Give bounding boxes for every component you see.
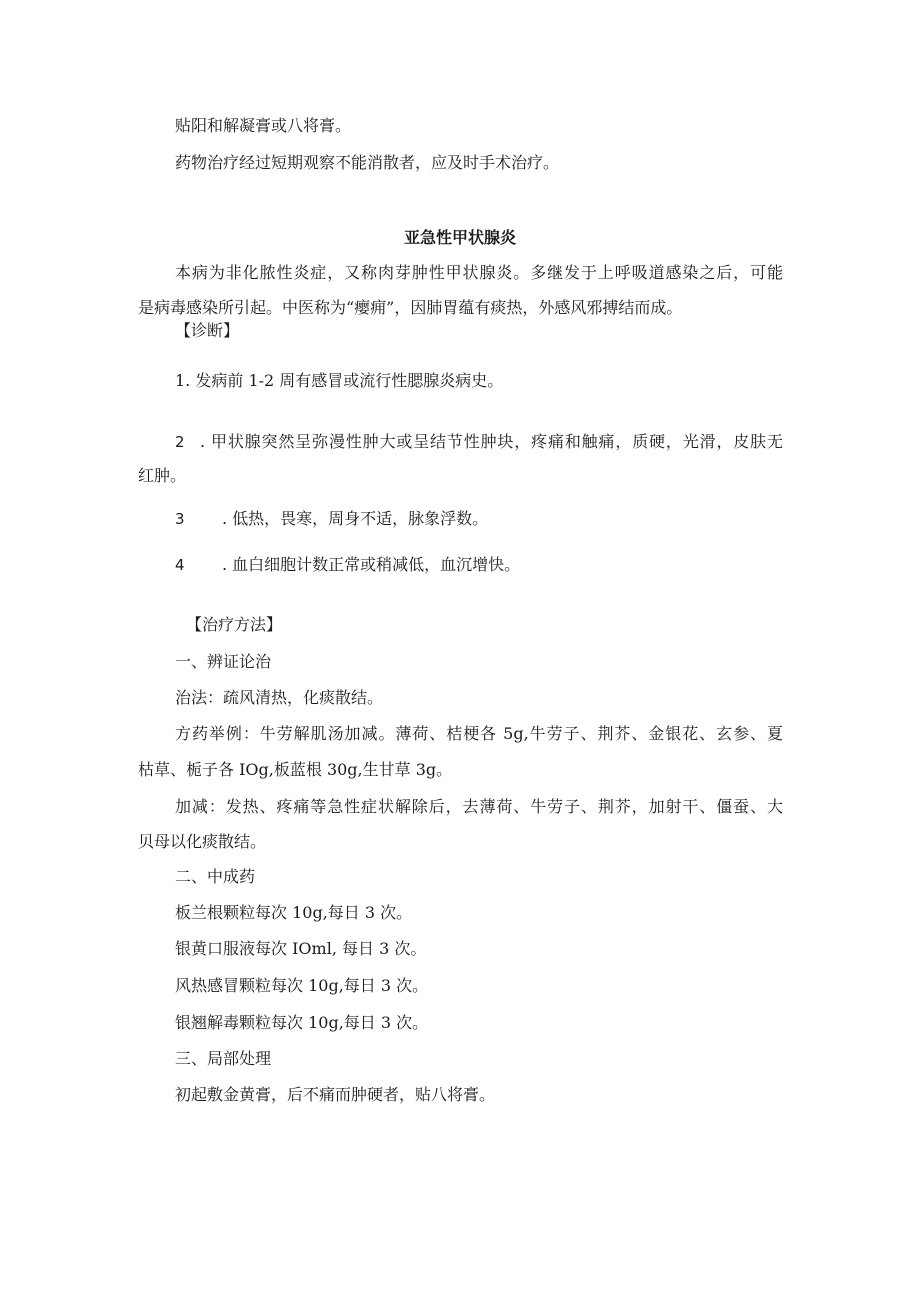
diagnosis-item-4-text: . 血白细胞计数正常或稍减低，血沉增快。 xyxy=(222,555,521,574)
intro-line-2: 是病毒感染所引起。中医称为“瘿痈”，因肺胃蕴有痰热，外感风邪搏结而成。 xyxy=(138,298,683,317)
diagnosis-item-2-line-1: . 甲状腺突然呈弥漫性肿大或呈结节性肿块，疼痛和触痛，质硬，光滑，皮肤无 xyxy=(200,432,783,451)
diagnosis-item-3-number: 3 xyxy=(175,510,185,528)
diagnosis-item-2-number: 2 xyxy=(175,433,185,451)
modification-line-1: 加减：发热、疼痛等急性症状解除后，去薄荷、牛劳子、荆芥，加射干、僵蚕、大 xyxy=(175,797,783,816)
section-title: 亚急性甲状腺炎 xyxy=(403,228,516,247)
medicine-4: 银翘解毒颗粒每次 10g,每日 3 次。 xyxy=(175,1013,429,1032)
local-treatment: 初起敷金黄膏，后不痛而肿硬者，贴八将膏。 xyxy=(175,1085,496,1104)
modification-line-2: 贝母以化痰散结。 xyxy=(138,832,267,851)
intro-line-1: 本病为非化脓性炎症，又称肉芽肿性甲状腺炎。多继发于上呼吸道感染之后，可能 xyxy=(175,263,783,282)
treatment-subheading-3: 三、局部处理 xyxy=(175,1049,272,1068)
treatment-subheading-2: 二、中成药 xyxy=(175,867,256,886)
treatment-heading: 【治疗方法】 xyxy=(186,615,283,634)
recipe-line-1: 方药举例：牛劳解肌汤加减。薄荷、桔梗各 5g,牛劳子、荆芥、金银花、玄参、夏 xyxy=(175,724,783,743)
diagnosis-item-3-text: . 低热，畏寒，周身不适，脉象浮数。 xyxy=(222,509,489,528)
diagnosis-item-4-number: 4 xyxy=(175,556,185,574)
medicine-1: 板兰根颗粒每次 10g,每日 3 次。 xyxy=(175,903,413,922)
treatment-method: 治法：疏风清热，化痰散结。 xyxy=(175,688,384,707)
diagnosis-heading: 【诊断】 xyxy=(175,321,240,340)
medicine-3: 风热感冒颗粒每次 10g,每日 3 次。 xyxy=(175,976,429,995)
recipe-line-2: 枯草、栀子各 IOg,板蓝根 30g,生甘草 3g。 xyxy=(138,760,453,779)
diagnosis-item-1: 1. 发病前 1-2 周有感冒或流行性腮腺炎病史。 xyxy=(175,371,504,390)
diagnosis-item-2-line-2: 红肿。 xyxy=(138,466,187,485)
paragraph-top-2: 药物治疗经过短期观察不能消散者，应及时手术治疗。 xyxy=(175,153,560,172)
medicine-2: 银黄口服液每次 IOml, 每日 3 次。 xyxy=(175,939,427,958)
treatment-subheading-1: 一、辨证论治 xyxy=(175,652,272,671)
paragraph-top-1: 贴阳和解凝膏或八将膏。 xyxy=(175,116,352,135)
